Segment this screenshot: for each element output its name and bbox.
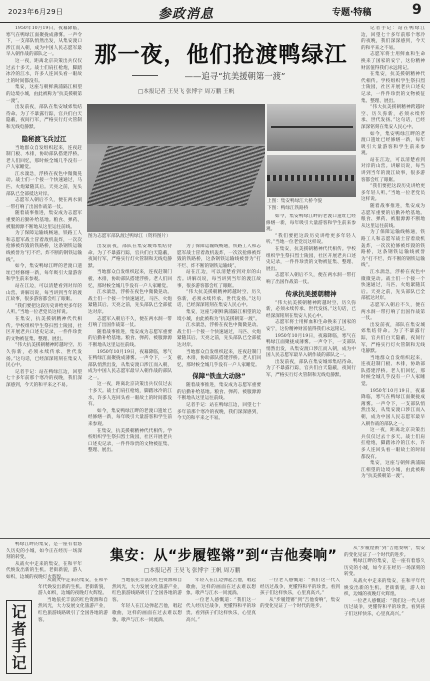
paragraph: 站在江边，可以清楚看到对岸的山峦。讲解员说，每当讲到当年的渡江故事，很多游客都会红了眼眶。 <box>361 157 425 183</box>
paragraph: 在集安，抗美援朝精神代代相传。学校组织学生祭扫烈士陵园，社区开展老兵口述史记录，一件件珍贵的文物被征集、整理、展出。 <box>361 72 425 104</box>
paragraph: 江水湍急，浮桥在夜色中微微晃动。战士们一个接一个快速通过，马匹、火炮紧随其后。天亮之前，先头部队已全部抵达对岸。 <box>177 323 261 348</box>
reporter-notes-seal: 记者手记 <box>6 600 32 674</box>
paragraph: 1950年10月19日，夜幕降临，寒气在鸭绿江面聚拢成薄雾。一声令下，一支部队悄然出发，从集安渡口涉江而入朝，成为中国人民志愿军最早入朝作战的部队之一。 <box>6 26 82 58</box>
paragraph: 江水湍急，浮桥在夜色中微微晃动。战士们一个接一个快速通过，马匹、火炮紧随其后。天亮之前，先头部队已全部抵达对岸。 <box>6 171 82 197</box>
paragraph: 鸭绿江畔的集安，是一座有着悠久历史的小城，如今正在经历一场深刻的转变。 <box>344 559 425 578</box>
second-story-column-1 <box>38 578 108 678</box>
main-headline: 那一夜，他们抢渡鸭绿江 <box>94 43 348 68</box>
paragraph: 志愿军入朝后不久，便在两水洞一带打响了出国作战第一仗。 <box>6 198 82 210</box>
paragraph: 从战火中走来的集安，在和平年代焕发出新的生机。老街新貌，游人如织，边城的夜晚灯火辉煌。 <box>344 578 425 598</box>
paragraph: 集安，这座与朝鲜满浦隔江相望的边境小城，由此被称为“抗美援朝第一渡”。 <box>361 461 425 480</box>
paragraph: 出发前夜，部队在集安城郊集结待命。为了不暴露行踪，官兵们白天隐蔽，夜间行军，严格实行灯火管制和无线电静默。 <box>88 244 172 269</box>
photo-hill <box>87 104 265 144</box>
paragraph: 在集安，抗美援朝精神代代相传。学校组织学生祭扫烈士陵园，社区开展老兵口述史记录，一件件珍贵的文物被征集、整理、展出。 <box>266 246 356 272</box>
paragraph: 随着战事推进，集安成为志愿军重要的后勤补给基地。粮食、弹药、被服源源不断地从这里运往前线。 <box>88 329 172 348</box>
photo-bridge <box>271 126 353 133</box>
paragraph: 从战火中走来的集安，在和平年代焕发出新的生机。老街新貌，游人如织，边城的夜晚灯火辉煌。 <box>6 561 82 580</box>
paragraph: 如今，集安鸭绿江畔的老渡口遗址已经修缮一新，每年吸引大量游客和学生前来参观。 <box>6 264 82 283</box>
paragraph: 集安，这座与朝鲜满浦隔江相望的边境小城，由此被称为“抗美援朝第一渡”。 <box>6 85 82 104</box>
article-column-5 <box>361 26 425 536</box>
paragraph: “伟大抗美援朝精神跨越时空、历久弥新，必须永续传承、世代发扬。”这句话，已经深深铭刻在集安人民心中。 <box>361 105 425 130</box>
paragraph: “我们要把这段历史讲给更多年轻人听。”当地一位老党员这样说。 <box>361 184 425 203</box>
paragraph: 一位老人感慨道：“我们这一代人经历过战争，更懂得和平的珍贵。看到孩子们这样快乐，心里真高兴。” <box>344 598 425 617</box>
paragraph: 这一夜，距离北京决策出兵仅仅过去十多天。战士们肩扛枪炮，脚踏冰冷的江水，许多人连回头看一眼故土的时间都没有。 <box>6 58 82 84</box>
paragraph: 江水湍急，浮桥在夜色中微微晃动。战士们一个接一个快速通过，马匹、火炮紧随其后。天亮之前，先头部队已全部抵达对岸。 <box>361 269 425 302</box>
section-label: 专题·特稿 <box>332 8 372 18</box>
paragraph: “伟大抗美援朝精神跨越时空、历久弥新，必须永续传承、世代发扬。”这句话，已经深深铭刻在集安人民心中。 <box>266 300 356 319</box>
paragraph: 志愿军入朝后不久，便在两水洞一带打响了出国作战第一仗。 <box>88 316 172 329</box>
paragraph: 随着战事推进，集安成为志愿军重要的后勤补给基地。粮食、弹药、被服源源不断地从这里运往前线。 <box>177 383 261 402</box>
paragraph: 当地群众自发组织起来，连夜赶制门板、木排，协助部队搭建浮桥。老人们回忆，那时候全城几乎没有一户人家睡觉。 <box>177 349 261 368</box>
photo-caption: 上图：集安鸭绿江大桥今貌 <box>267 199 323 204</box>
subheading: 保障“铁血大动脉” <box>192 372 246 381</box>
section-divider <box>0 538 430 539</box>
second-story-column-3 <box>186 578 256 678</box>
paragraph: 在集安，抗美援朝精神代代相传。学校组织学生祭扫烈士陵园，社区开展老兵口述史记录，一件件珍贵的文物被征集、整理、展出。 <box>6 316 82 342</box>
paragraph: 年轻人在江边弹起吉他，唱起歌曲，这样的画面在过去难以想象。歌声与江水一同流淌。 <box>112 604 182 623</box>
paragraph: 记者手记：站在鸭绿江边，回望七十多年前那个寒冷的夜晚，我们深深感到，今天的和平来之不易。 <box>6 369 82 388</box>
paragraph: 江水湍急，浮桥在夜色中微微晃动。战士们一个接一个快速通过，马匹、火炮紧随其后。天亮之前，先头部队已全部抵达对岸。 <box>88 290 172 315</box>
paragraph: 从“步履铿锵”到“吉他奏响”，集安的变化见证了一个时代的进步。 <box>260 597 340 610</box>
paragraph: 当地群众自发组织起来，连夜赶制门板、木排，协助部队搭建浮桥。老人们回忆，那时候全城几乎没有一户人家睡觉。 <box>361 355 425 388</box>
paragraph: 志愿军入朝后不久，便在两水洞一带打响了出国作战第一仗。 <box>266 273 356 285</box>
article-column-2 <box>88 244 172 534</box>
second-headline: 集安：从“步履铿锵”到“吉他奏响” <box>110 548 338 564</box>
paragraph: 1950年10月19日，夜幕降临，寒气在鸭绿江面聚拢成薄雾。一声令下，一支部队悄然出发，从集安渡口涉江而入朝，成为中国人民志愿军最早入朝作战的部队之一。 <box>361 388 425 427</box>
paragraph: 从战火中走来的集安，在和平年代焕发出新的生机。老街新貌，游人如织，边城的夜晚灯火辉煌。 <box>38 578 108 597</box>
second-story-column-5 <box>344 546 425 678</box>
paragraph: 如今，集安鸭绿江畔的老渡口遗址已经修缮一新，每年吸引大量游客和学生前来参观。 <box>361 131 425 157</box>
paragraph: 出发前夜，部队在集安城郊集结待命。为了不暴露行踪，官兵们白天隐蔽，夜间行军，严格实行灯火管制和无线电静默。 <box>266 359 356 379</box>
paragraph: 随着战事推进，集安成为志愿军重要的后勤补给基地。粮食、弹药、被服源源不断地从这里运往前线。 <box>6 211 82 230</box>
subheading: 隐秘渡飞兵过江 <box>21 134 67 143</box>
paragraph: 1950年10月19日，夜幕降临，寒气在鸭绿江面聚拢成薄雾。一声令下，一支部队悄然出发，从集安渡口涉江而入朝，成为中国人民志愿军最早入朝作战的部队之一。 <box>88 349 172 381</box>
byline: □本报记者 王昊飞 张博宇 周万鹏 王帆 <box>138 89 235 95</box>
paragraph: 这一夜，距离北京决策出兵仅仅过去十多天。战士们肩扛枪炮，脚踏冰冷的江水，许多人连回头看一眼故土的时间都没有。 <box>88 382 172 408</box>
issue-date: 2023年6月29日 <box>8 8 64 16</box>
paragraph: 为了保障运输线畅通，铁路工人和志愿军战士冒着敌机轰炸，一次次抢修被炸毁的铁路桥，这条钢铁运输线被誉为“打不烂、炸不断的钢铁运输线”。 <box>177 244 261 269</box>
paragraph: 当地群众自发组织起来，连夜赶制门板、木排，协助部队搭建浮桥。老人们回忆，那时候全城几乎没有一户人家睡觉。 <box>88 270 172 289</box>
paragraph: 这一夜，距离北京决策出兵仅仅过去十多天。战士们肩扛枪炮，脚踏冰冷的江水，许多人连回头看一眼故土的时间都没有。 <box>361 428 425 460</box>
paragraph: 从“步履铿锵”到“吉他奏响”，集安的变化见证了一个时代的进步。 <box>344 546 425 558</box>
paragraph: 为了保障运输线畅通，铁路工人和志愿军战士冒着敌机轰炸，一次次抢修被炸毁的铁路桥，这条钢铁运输线被誉为“打不烂、炸不断的钢铁运输线”。 <box>6 231 82 263</box>
paragraph: 当地群众自发组织起来，连夜赶制门板、木排，协助部队搭建浮桥。老人们回忆，那时候全城几乎没有一户人家睡觉。 <box>6 145 82 171</box>
paragraph: “我们要把这段历史讲给更多年轻人听。”当地一位老党员这样说。 <box>6 303 82 316</box>
second-byline: □本报记者 王昊飞 张博宇 王帆 周万鹏 <box>144 568 241 574</box>
second-story-column-4 <box>260 578 340 678</box>
paragraph: “我们要把这段历史讲给更多年轻人听。”当地一位老党员这样说。 <box>266 233 356 246</box>
paragraph: 为了保障运输线畅通，铁路工人和志愿军战士冒着敌机轰炸，一次次抢修被炸毁的铁路桥，这条钢铁运输线被誉为“打不烂、炸不断的钢铁运输线”。 <box>361 230 425 269</box>
paragraph: “伟大抗美援朝精神跨越时空、历久弥新，必须永续传承、世代发扬。”这句话，已经深深铭刻在集安人民心中。 <box>6 343 82 369</box>
paragraph: 集安，这座与朝鲜满浦隔江相望的边境小城，由此被称为“抗美援朝第一渡”。 <box>177 309 261 322</box>
bridge-photo-top <box>267 104 356 151</box>
paragraph: 如今，集安鸭绿江畔的老渡口遗址已经修缮一新，每年吸引大量游客和学生前来参观。 <box>88 408 172 428</box>
paragraph: 出发前夜，部队在集安城郊集结待命。为了不暴露行踪，官兵们白天隐蔽，夜间行军，严格实行灯火管制和无线电静默。 <box>6 105 82 130</box>
page-header <box>0 0 430 23</box>
paragraph: 年轻人在江边弹起吉他，唱起歌曲，这样的画面在过去难以想象。歌声与江水一同流淌。 <box>186 578 256 597</box>
paragraph: 站在江边，可以清楚看到对岸的山峦。讲解员说，每当讲到当年的渡江故事，很多游客都会红了眼眶。 <box>6 283 82 303</box>
photo-bridge <box>267 175 356 181</box>
paragraph: 鸭绿江畔的集安，是一座有着悠久历史的小城，如今正在经历一场深刻的转变。 <box>6 542 82 561</box>
second-story-column-2 <box>112 578 182 678</box>
river-crossing-photo <box>87 104 265 232</box>
bridge-photo-bottom <box>267 155 356 197</box>
paragraph: 一位老人感慨道：“我们这一代人经历过战争，更懂得和平的珍贵。看到孩子们这样快乐，心里真高兴。” <box>260 578 340 597</box>
paragraph: 志愿军入朝后不久，便在两水洞一带打响了出国作战第一仗。 <box>361 302 425 322</box>
article-column-3 <box>177 244 261 534</box>
article-column-1 <box>6 26 82 536</box>
paragraph: 志愿军将士用鲜血和生命换来了国家的安宁，这份精神财富值得我们永远铭记。 <box>361 52 425 71</box>
page-number: 9 <box>412 2 422 18</box>
paragraph: “伟大抗美援朝精神跨越时空、历久弥新，必须永续传承、世代发扬。”这句话，已经深深铭刻在集安人民心中。 <box>177 290 261 309</box>
photo-caption: 下图：鸭绿江铁路桥 <box>267 206 309 211</box>
subheading: 传承抗美援朝精神 <box>285 289 337 298</box>
paragraph: 在集安，抗美援朝精神代代相传。学校组织学生祭扫烈士陵园，社区开展老兵口述史记录，一件件珍贵的文物被征集、整理、展出。 <box>88 428 172 454</box>
paragraph: 当地依托丰富的红色资源和自然风光，大力发展文化旅游产业，红色旅游线路吸引了全国各地的游客。 <box>38 597 108 623</box>
headline-deck: ——追寻“抗美援朝第一渡” <box>110 70 360 82</box>
paragraph: 志愿军将士用鲜血和生命换来了国家的安宁，这份精神财富值得我们永远铭记。 <box>266 320 356 332</box>
photo-caption: 图为志愿军部队渡过鸭绿江（资料图片） <box>88 234 171 239</box>
paragraph: 当地依托丰富的红色资源和自然风光，大力发展文化旅游产业，红色旅游线路吸引了全国各地的游客。 <box>112 578 182 603</box>
masthead: 参政消息 <box>158 7 215 22</box>
paragraph: 一位老人感慨道：“我们这一代人经历过战争，更懂得和平的珍贵。看到孩子们这样快乐，心里真高兴。” <box>186 597 256 623</box>
photo-troops <box>87 146 265 206</box>
paragraph: 如今，集安鸭绿江畔的老渡口遗址已经修缮一新，每年吸引大量游客和学生前来参观。 <box>266 214 356 233</box>
paragraph: 记者手记：站在鸭绿江边，回望七十多年前那个寒冷的夜晚，我们深深感到，今天的和平来之不易。 <box>177 403 261 422</box>
paragraph: 出发前夜，部队在集安城郊集结待命。为了不暴露行踪，官兵们白天隐蔽，夜间行军，严格实行灯火管制和无线电静默。 <box>361 322 425 355</box>
paragraph: 1950年10月19日，夜幕降临，寒气在鸭绿江面聚拢成薄雾。一声令下，一支部队悄然出发，从集安渡口涉江而入朝，成为中国人民志愿军最早入朝作战的部队之一。 <box>266 333 356 359</box>
paragraph: 随着战事推进，集安成为志愿军重要的后勤补给基地。粮食、弹药、被服源源不断地从这里运往前线。 <box>361 204 425 229</box>
paragraph: 站在江边，可以清楚看到对岸的山峦。讲解员说，每当讲到当年的渡江故事，很多游客都会红了眼眶。 <box>177 270 261 289</box>
article-column-4 <box>266 214 356 534</box>
paragraph: 记者手记：站在鸭绿江边，回望七十多年前那个寒冷的夜晚，我们深深感到，今天的和平来之不易。 <box>361 26 425 51</box>
